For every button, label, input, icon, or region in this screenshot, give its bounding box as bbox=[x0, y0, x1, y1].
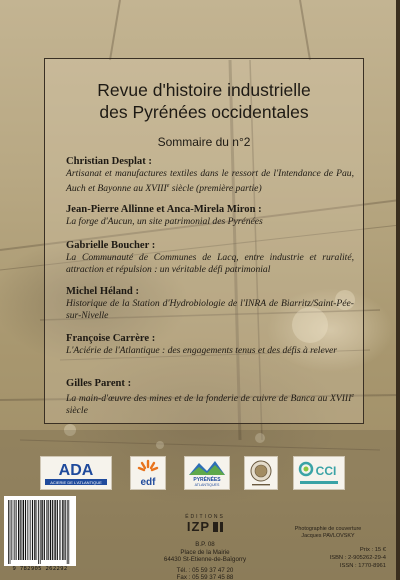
entry-title: La main-d'œuvre des mines et de la fonderie de cuivre de Banca au XVIIIe siècle bbox=[66, 393, 354, 417]
barcode-bar bbox=[48, 500, 49, 560]
entry-author: Françoise Carrère : bbox=[66, 333, 156, 344]
barcode-bar bbox=[44, 500, 45, 560]
barcode-bar bbox=[40, 500, 41, 564]
contents-entry bbox=[66, 155, 354, 195]
contents-entry bbox=[66, 377, 354, 417]
barcode-bar bbox=[18, 500, 19, 560]
barcode-bar bbox=[62, 500, 63, 560]
entry-author: Michel Héland : bbox=[66, 286, 139, 297]
barcode-bar bbox=[52, 500, 53, 560]
contents-frame bbox=[44, 58, 364, 424]
barcode-bar bbox=[65, 500, 66, 560]
entry-author: Gabrielle Boucher : bbox=[66, 240, 156, 251]
journal-title bbox=[45, 79, 363, 123]
barcode-bar bbox=[10, 500, 11, 564]
edf-logo bbox=[130, 456, 166, 490]
contents-heading: Sommaire du n°2 bbox=[157, 135, 251, 149]
photo-credit-name: Jacques PAVLOVSKY bbox=[301, 533, 355, 539]
publisher-address-line2: Place de la Mairie bbox=[180, 548, 230, 556]
contents-entry bbox=[66, 285, 354, 322]
barcode-bar bbox=[34, 500, 35, 560]
barcode-bar bbox=[57, 500, 58, 560]
pyrenees-logo-subtext: ATLANTIQUES bbox=[194, 483, 220, 487]
entry-title: La Communauté de Communes de Lacq, entre industrie et ruralité, attraction et répulsion : un véritable défi patrimonial bbox=[66, 252, 354, 275]
barcode-bar bbox=[41, 500, 42, 560]
isbn: ISBN : 2-905262-29-4 bbox=[329, 555, 386, 561]
journal-title-line2: des Pyrénées occidentales bbox=[99, 102, 309, 122]
journal-title-line1: Revue d'histoire industrielle bbox=[97, 80, 311, 100]
publisher-phone: Tél. : 05 59 37 47 20 bbox=[176, 566, 234, 574]
barcode-bar bbox=[13, 500, 14, 560]
seal-logo bbox=[244, 456, 278, 490]
entry-author: Jean-Pierre Allinne et Anca-Mirela Miron : bbox=[66, 204, 262, 215]
price: Prix : 15 € bbox=[359, 547, 386, 553]
ada-logo bbox=[40, 456, 112, 490]
barcode-bar bbox=[20, 500, 21, 560]
barcode-bar bbox=[67, 500, 68, 564]
barcode bbox=[4, 496, 76, 576]
publisher-address-line1: B.P. 08 bbox=[195, 541, 215, 548]
entry-title: Artisanat et manufactures textiles dans le ressort de l'Intendance de Pau, Auch et Bayonne au XVIIIe siècle (première partie) bbox=[66, 168, 354, 195]
publisher-logo bbox=[150, 520, 260, 534]
entry-author: Gilles Parent : bbox=[66, 378, 132, 389]
publisher-label: ÉDITIONS bbox=[185, 514, 225, 520]
barcode-bar bbox=[14, 500, 15, 560]
pyrenees-atlantiques-logo bbox=[184, 456, 230, 490]
photo-credit bbox=[272, 526, 384, 540]
contents-entry bbox=[66, 239, 354, 276]
barcode-bar bbox=[11, 500, 12, 560]
cci-logo-text: CCI bbox=[315, 464, 337, 478]
entry-title: L'Aciérie de l'Atlantique : des engagements tenus et des défis à relever bbox=[66, 345, 337, 356]
barcode-bar bbox=[8, 500, 9, 564]
entry-title: La forge d'Aucun, un site patrimonial des Pyrénées bbox=[66, 216, 263, 227]
barcode-bar bbox=[37, 500, 38, 560]
publisher-address-line3: 64430 St-Etienne-de-Baïgorry bbox=[163, 556, 247, 563]
barcode-bars bbox=[4, 496, 76, 566]
ada-logo-text: ADA bbox=[58, 462, 94, 479]
entry-title: Historique de la Station d'Hydrobiologie de l'INRA de Biarritz/Saint-Pée-sur-Nivelle bbox=[66, 298, 354, 321]
contents-entry bbox=[66, 332, 354, 357]
cci-logo bbox=[293, 456, 345, 490]
barcode-digits: 9 782905 262292 bbox=[12, 566, 68, 572]
barcode-bar bbox=[30, 500, 31, 560]
publisher-block bbox=[150, 514, 260, 580]
barcode-bar bbox=[27, 500, 28, 560]
photo-credit-label: Photographie de couverture bbox=[294, 526, 362, 532]
ada-logo-subtext: ACIERIE DE L'ATLANTIQUE bbox=[50, 480, 102, 485]
publisher-name: IZP bbox=[186, 519, 211, 534]
barcode-bar bbox=[25, 500, 26, 560]
edf-logo-text: edf bbox=[140, 477, 156, 488]
sponsor-logos bbox=[0, 456, 400, 496]
pyrenees-logo-text: PYRÉNÉES bbox=[193, 477, 221, 483]
issn: ISSN : 1770-8961 bbox=[339, 563, 386, 569]
barcode-bar bbox=[38, 500, 39, 564]
barcode-bar bbox=[23, 500, 24, 560]
barcode-bar bbox=[46, 500, 47, 560]
barcode-bar bbox=[16, 500, 17, 560]
entry-author: Christian Desplat : bbox=[66, 156, 152, 167]
barcode-bar bbox=[32, 500, 33, 560]
contents-entry bbox=[66, 203, 354, 228]
barcode-bar bbox=[59, 500, 60, 560]
barcode-bar bbox=[68, 500, 69, 564]
price-block bbox=[282, 546, 386, 570]
barcode-bar bbox=[61, 500, 62, 560]
barcode-bar bbox=[50, 500, 51, 560]
barcode-bar bbox=[54, 500, 55, 560]
publisher-fax: Fax : 05 59 37 45 88 bbox=[176, 574, 234, 580]
barcode-bar bbox=[29, 500, 30, 560]
